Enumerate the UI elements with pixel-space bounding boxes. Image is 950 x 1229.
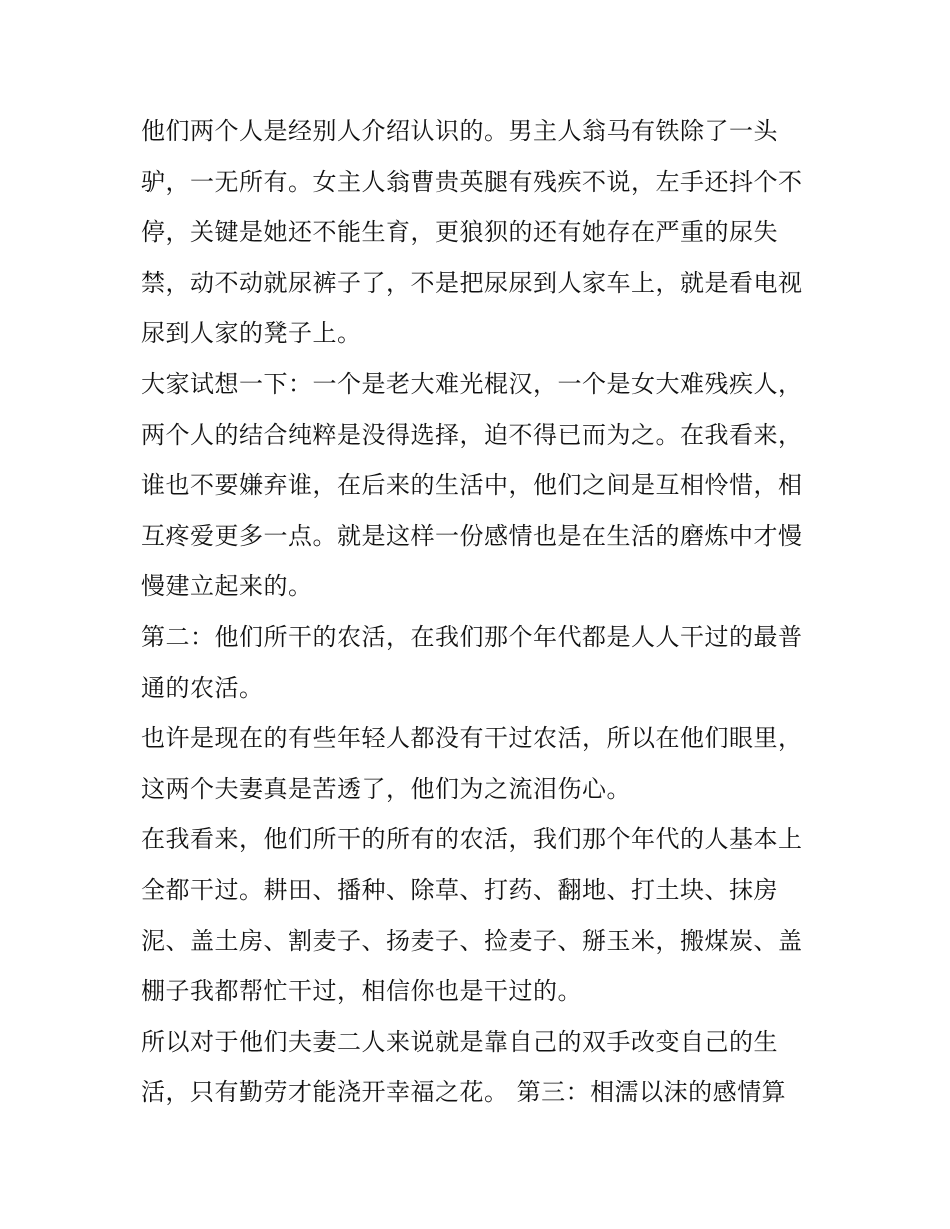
text-line: 驴，一无所有。女主人翁曹贵英腿有残疾不说，左手还抖个不 bbox=[141, 167, 803, 196]
text-line: 这两个夫妻真是苦透了，他们为之流泪伤心。 bbox=[141, 774, 631, 803]
text-line: 全都干过。耕田、播种、除草、打药、翻地、打土块、抹房 bbox=[141, 875, 778, 904]
paragraph-1 bbox=[141, 106, 821, 359]
paragraph-2 bbox=[141, 359, 821, 612]
paragraph-4 bbox=[141, 713, 821, 814]
text-line: 互疼爱更多一点。就是这样一份感情也是在生活的磨炼中才慢 bbox=[141, 521, 803, 550]
text-line: 泥、盖土房、割麦子、扬麦子、捡麦子、掰玉米，搬煤炭、盖 bbox=[141, 926, 803, 955]
text-line: 慢建立起来的。 bbox=[141, 572, 313, 601]
text-line: 所以对于他们夫妻二人来说就是靠自己的双手改变自己的生 bbox=[141, 1027, 778, 1056]
text-line: 第二：他们所干的农活，在我们那个年代都是人人干过的最普 bbox=[141, 622, 803, 651]
text-line: 两个人的结合纯粹是没得选择，迫不得已而为之。在我看来， bbox=[141, 420, 803, 449]
paragraph-3 bbox=[141, 612, 821, 713]
paragraph-5 bbox=[141, 814, 821, 1016]
text-line: 也许是现在的有些年轻人都没有干过农活，所以在他们眼里， bbox=[141, 724, 803, 753]
text-line: 他们两个人是经别人介绍认识的。男主人翁马有铁除了一头 bbox=[141, 117, 778, 145]
text-line: 停，关键是她还不能生育，更狼狈的还有她存在严重的尿失 bbox=[141, 218, 778, 247]
text-line: 在我看来，他们所干的所有的农活，我们那个年代的人基本上 bbox=[141, 825, 803, 854]
paragraph-6 bbox=[141, 1017, 821, 1118]
text-line: 通的农活。 bbox=[141, 673, 264, 702]
document-page bbox=[141, 106, 821, 1118]
text-line: 尿到人家的凳子上。 bbox=[141, 319, 362, 348]
text-line: 大家试想一下：一个是老大难光棍汉，一个是女大难残疾人， bbox=[141, 369, 803, 398]
text-line: 棚子我都帮忙干过，相信你也是干过的。 bbox=[141, 977, 582, 1006]
text-line: 活，只有勤劳才能浇开幸福之花。 第三：相濡以沫的感情算 bbox=[141, 1078, 787, 1107]
text-line: 谁也不要嫌弃谁，在后来的生活中，他们之间是互相怜惜，相 bbox=[141, 471, 803, 500]
text-line: 禁，动不动就尿裤子了，不是把尿尿到人家车上，就是看电视 bbox=[141, 268, 803, 297]
